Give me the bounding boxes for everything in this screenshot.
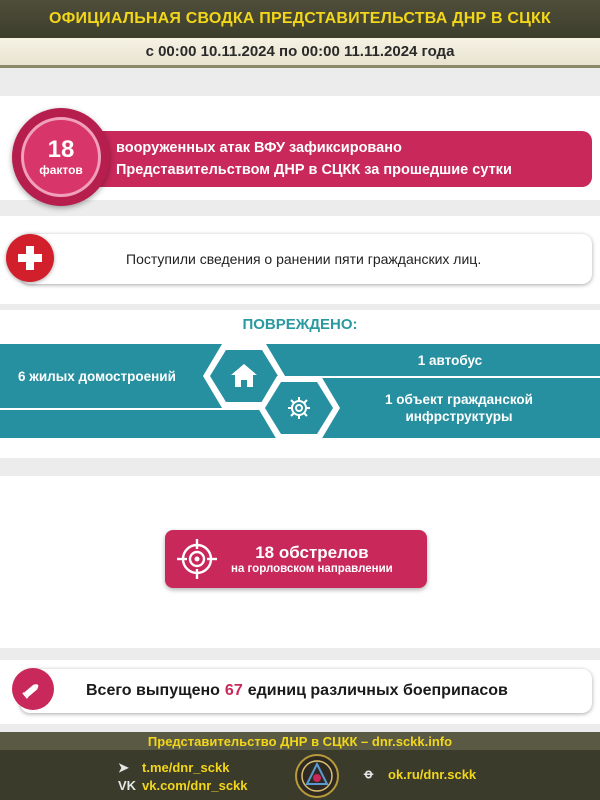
damaged-right-bottom-panel: [300, 378, 600, 438]
page-title: ОФИЦИАЛЬНАЯ СВОДКА ПРЕДСТАВИТЕЛЬСТВА ДНР В СЦКК: [49, 10, 551, 27]
vk-icon: VK: [118, 778, 137, 793]
footer-org: Представительство ДНР в СЦКК – dnr.sckk.info: [147, 733, 453, 749]
shelling-direction: на горловском направлении: [231, 563, 393, 575]
damaged-left-panel: [0, 344, 225, 408]
injury-info: [20, 234, 592, 284]
damaged-right-top-panel: [260, 344, 600, 376]
shelling-summary: [165, 530, 427, 588]
vk-link[interactable]: vk.com/dnr_sckk: [142, 778, 248, 793]
telegram-link[interactable]: t.me/dnr_sckk: [142, 760, 230, 775]
damaged-houses: 6 жилых домостроений: [18, 368, 176, 384]
emblem-logo: [295, 754, 339, 798]
telegram-icon: ➤: [118, 760, 129, 775]
attacks-line-1: вооруженных атак ВФУ зафиксировано: [116, 140, 402, 156]
attacks-line-2: Представительством ДНР в СЦКК за прошедшие сутки: [116, 162, 512, 178]
damaged-heading: ПОВРЕЖДЕНО:: [242, 316, 358, 333]
ok-icon: ꝋ: [364, 766, 374, 781]
footer-org-bar: [0, 732, 600, 750]
ammo-summary: [20, 669, 592, 713]
ammo-prefix: Всего выпущено: [86, 682, 220, 699]
attacks-description: [70, 131, 592, 187]
damaged-infrastructure-line-2: инфрструктуры: [405, 409, 513, 424]
gear-icon: [257, 375, 341, 441]
injury-text: Поступили сведения о ранении пяти гражданских лиц.: [126, 251, 482, 267]
ammo-suffix: единиц различных боеприпасов: [247, 682, 508, 699]
attacks-unit: фактов: [39, 163, 83, 177]
damaged-bus: 1 автобус: [417, 352, 483, 368]
period-bar: [0, 38, 600, 68]
damaged-infrastructure-line-1: 1 объект гражданской: [385, 392, 533, 407]
shell-icon: [12, 668, 54, 710]
attacks-count-inner: [21, 117, 101, 197]
shelling-count: 18 обстрелов: [255, 543, 369, 562]
ammo-count: 67: [224, 682, 243, 699]
report-period: с 00:00 10.11.2024 по 00:00 11.11.2024 года: [145, 43, 455, 60]
attacks-number: 18: [47, 136, 75, 163]
header-bar: [0, 0, 600, 38]
damaged-strip: [0, 410, 300, 438]
crosshair-icon: [175, 537, 219, 581]
ok-link[interactable]: ok.ru/dnr.sckk: [388, 766, 477, 782]
medical-cross-icon: [6, 234, 54, 282]
attacks-count-badge: [12, 108, 110, 206]
